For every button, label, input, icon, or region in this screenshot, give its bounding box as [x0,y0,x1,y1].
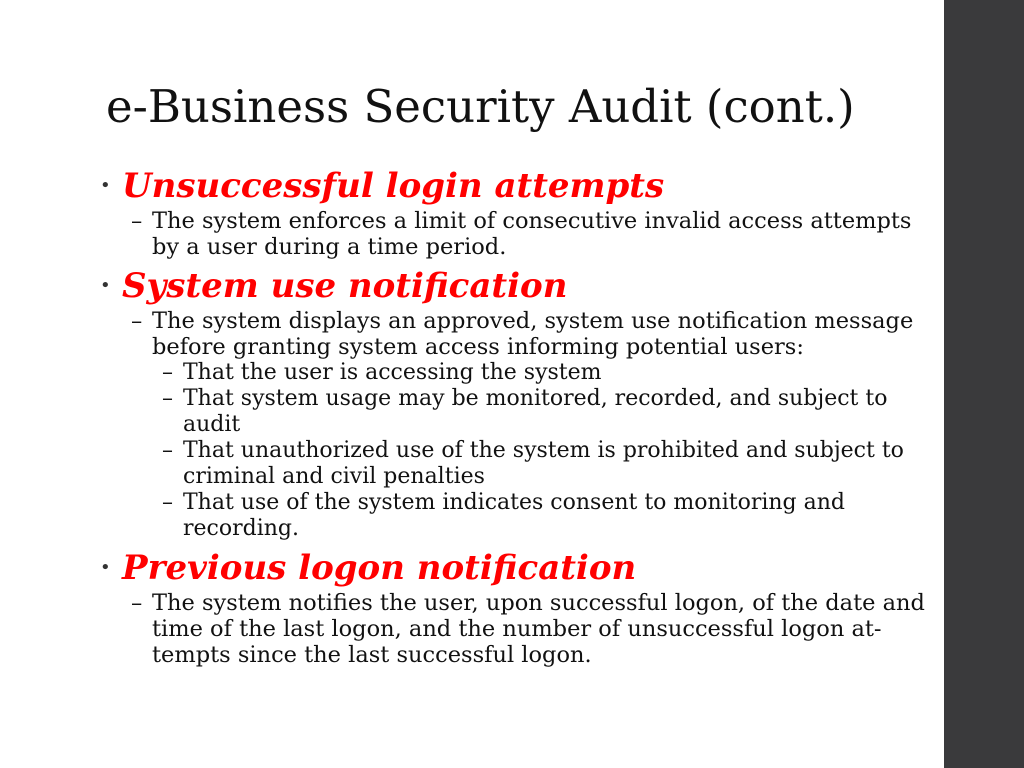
dash-icon: – [162,490,173,515]
sub-detail-text: That the user is accessing the system [183,360,602,385]
bullet-icon: • [100,557,111,578]
topic-heading: Previous logon notification [122,548,637,588]
sub-detail-item [162,490,930,542]
bullet-icon: • [100,175,111,196]
sub-detail-item [162,386,930,438]
detail-text: The system displays an approved, system use notification message before granting system access informing potential users: [152,308,914,360]
detail-item [131,590,930,668]
dash-icon: – [162,386,173,411]
detail-item [131,308,930,360]
dash-icon: – [162,360,173,385]
side-bar [944,0,1024,768]
detail-text: The system enforces a limit of consecutive invalid access attempts by a user during a time period. [152,208,912,260]
dash-icon: – [131,208,143,234]
sub-detail-text: That unauthorized use of the system is prohibited and subject to criminal and civil penalties [183,438,904,489]
topic-previous-logon-notification [100,546,930,668]
slide-content [100,164,930,668]
dash-icon: – [131,590,143,616]
sub-detail-item [162,438,930,490]
topic-system-use-notification [100,264,930,542]
detail-item [131,208,930,260]
dash-icon: – [162,438,173,463]
sub-detail-item [162,360,930,386]
sub-detail-text: That use of the system indicates consent to monitoring and recording. [183,490,845,541]
sub-detail-text: That system usage may be monitored, recorded, and subject to audit [183,386,888,437]
topic-unsuccessful-login-attempts [100,164,930,260]
bullet-icon: • [100,275,111,296]
topic-heading: Unsuccessful login attempts [122,166,665,206]
detail-text: The system notifies the user, upon successful logon, of the date and time of the last logon, and the number of unsuccessful logon at-tempts since the last successful logon. [152,590,925,668]
dash-icon: – [131,308,143,334]
topic-heading: System use notification [122,266,568,306]
slide-title: e-Business Security Audit (cont.) [106,80,855,133]
